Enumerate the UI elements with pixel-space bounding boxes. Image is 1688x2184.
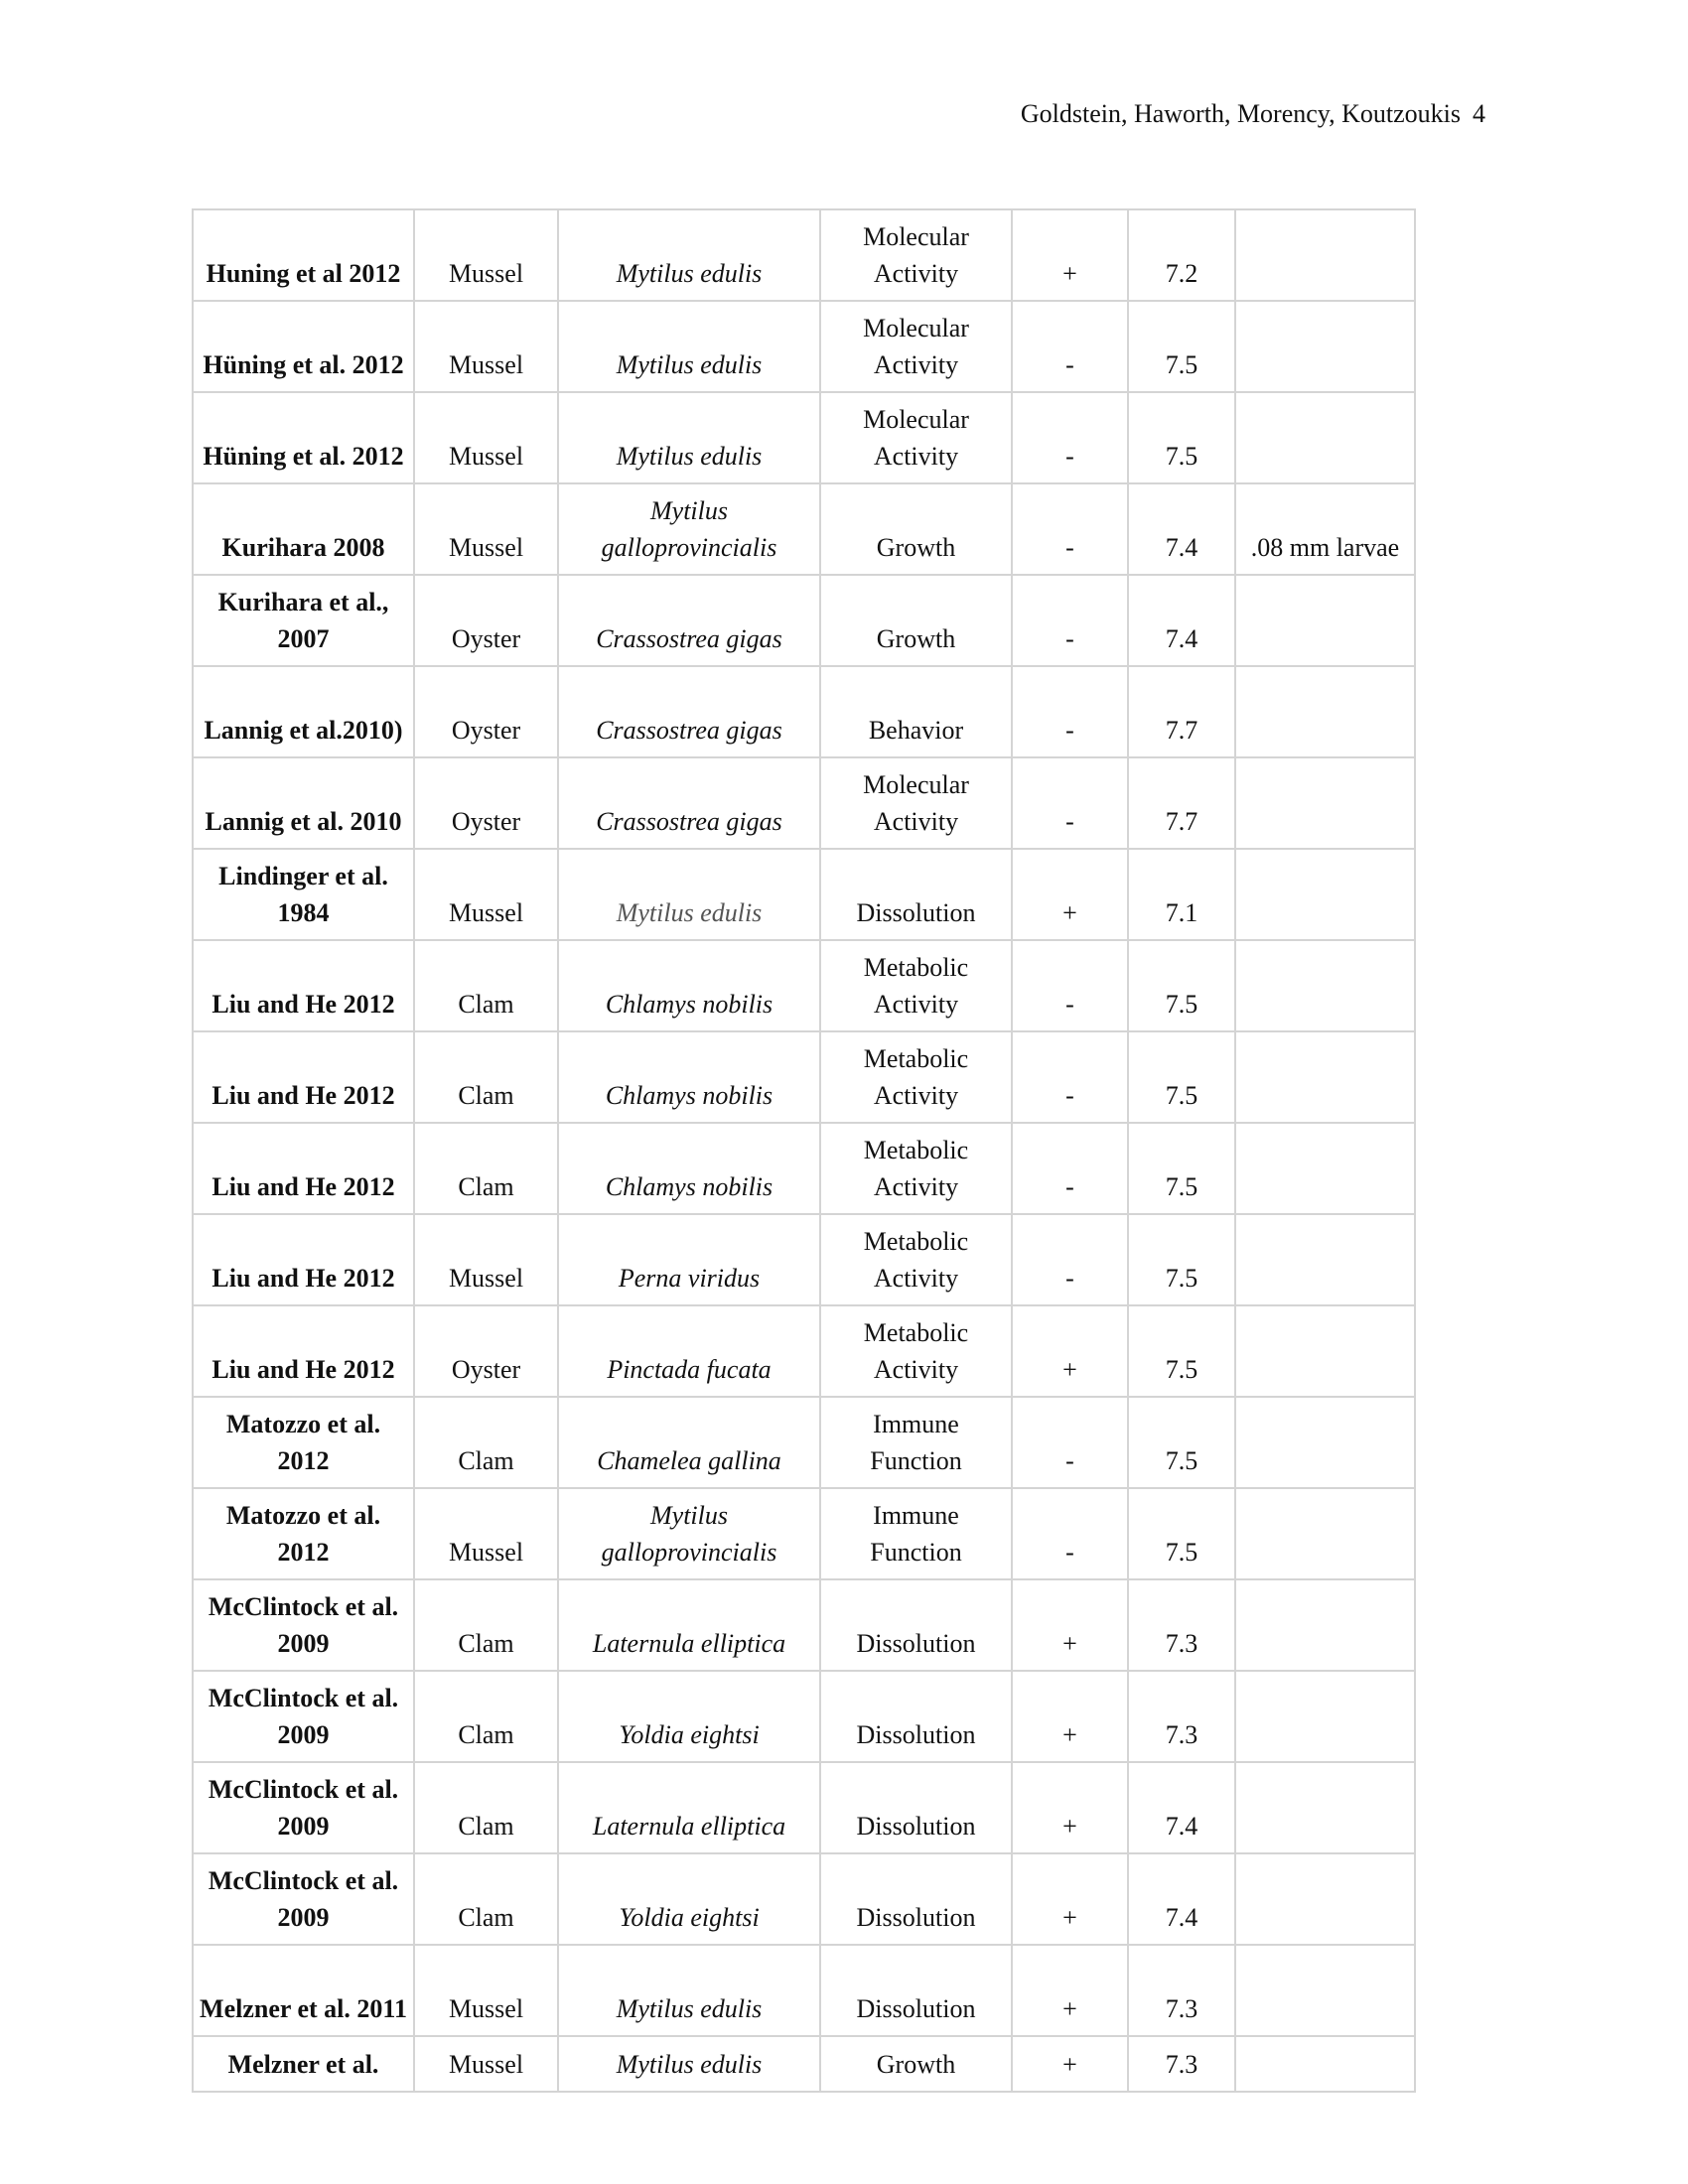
table-row <box>193 209 1415 301</box>
table-body <box>193 209 1415 2092</box>
organism-cell: Oyster <box>414 666 558 757</box>
notes-cell <box>1235 2036 1415 2092</box>
study-cell: Huning et al 2012 <box>193 209 414 301</box>
study-cell: Hüning et al. 2012 <box>193 392 414 483</box>
ph-cell: 7.3 <box>1128 1671 1235 1762</box>
response-cell: Molecular Activity <box>820 209 1012 301</box>
table-row <box>193 666 1415 757</box>
study-cell: McClintock et al. 2009 <box>193 1671 414 1762</box>
ph-cell: 7.3 <box>1128 2036 1235 2092</box>
study-cell: Melzner et al. <box>193 2036 414 2092</box>
species-cell: Chlamys nobilis <box>558 1123 820 1214</box>
response-cell: Dissolution <box>820 1945 1012 2036</box>
species-cell: Yoldia eightsi <box>558 1671 820 1762</box>
effect-cell: + <box>1012 209 1128 301</box>
table-row <box>193 1305 1415 1397</box>
organism-cell: Mussel <box>414 1214 558 1305</box>
response-cell: Growth <box>820 575 1012 666</box>
effect-cell: + <box>1012 1762 1128 1853</box>
table-row <box>193 2036 1415 2092</box>
notes-cell <box>1235 1305 1415 1397</box>
notes-cell <box>1235 1397 1415 1488</box>
study-cell: Liu and He 2012 <box>193 1031 414 1123</box>
ph-cell: 7.3 <box>1128 1579 1235 1671</box>
effect-cell: + <box>1012 1671 1128 1762</box>
species-cell: Chlamys nobilis <box>558 940 820 1031</box>
organism-cell: Clam <box>414 1397 558 1488</box>
response-cell: Metabolic Activity <box>820 1214 1012 1305</box>
response-cell: Metabolic Activity <box>820 1123 1012 1214</box>
ph-cell: 7.5 <box>1128 1397 1235 1488</box>
study-cell: Liu and He 2012 <box>193 1305 414 1397</box>
study-cell: Matozzo et al. 2012 <box>193 1397 414 1488</box>
effect-cell: - <box>1012 301 1128 392</box>
table-row <box>193 575 1415 666</box>
notes-cell <box>1235 209 1415 301</box>
organism-cell: Clam <box>414 1579 558 1671</box>
effect-cell: - <box>1012 666 1128 757</box>
organism-cell: Oyster <box>414 757 558 849</box>
organism-cell: Mussel <box>414 392 558 483</box>
species-cell: Mytilus edulis <box>558 1945 820 2036</box>
effect-cell: + <box>1012 849 1128 940</box>
table-row <box>193 1123 1415 1214</box>
table-row <box>193 1579 1415 1671</box>
response-cell: Metabolic Activity <box>820 1305 1012 1397</box>
effect-cell: - <box>1012 1488 1128 1579</box>
author-names: Goldstein, Haworth, Morency, Koutzoukis <box>1020 99 1461 128</box>
species-cell: Mytilus galloprovincialis <box>558 1488 820 1579</box>
ph-cell: 7.7 <box>1128 757 1235 849</box>
response-cell: Molecular Activity <box>820 301 1012 392</box>
organism-cell: Oyster <box>414 575 558 666</box>
organism-cell: Oyster <box>414 1305 558 1397</box>
study-cell: Kurihara 2008 <box>193 483 414 575</box>
table-row <box>193 301 1415 392</box>
table-row <box>193 1031 1415 1123</box>
effect-cell: + <box>1012 2036 1128 2092</box>
species-cell: Yoldia eightsi <box>558 1853 820 1945</box>
species-cell: Chamelea gallina <box>558 1397 820 1488</box>
organism-cell: Mussel <box>414 1488 558 1579</box>
organism-cell: Clam <box>414 1123 558 1214</box>
study-cell: Lannig et al.2010) <box>193 666 414 757</box>
table-row <box>193 757 1415 849</box>
response-cell: Growth <box>820 2036 1012 2092</box>
response-cell: Metabolic Activity <box>820 1031 1012 1123</box>
species-cell: Mytilus edulis <box>558 392 820 483</box>
ph-cell: 7.5 <box>1128 1123 1235 1214</box>
organism-cell: Mussel <box>414 483 558 575</box>
ph-cell: 7.1 <box>1128 849 1235 940</box>
notes-cell <box>1235 1945 1415 2036</box>
effect-cell: + <box>1012 1853 1128 1945</box>
organism-cell: Clam <box>414 1671 558 1762</box>
notes-cell <box>1235 940 1415 1031</box>
organism-cell: Mussel <box>414 1945 558 2036</box>
study-cell: Matozzo et al. 2012 <box>193 1488 414 1579</box>
notes-cell <box>1235 1853 1415 1945</box>
effect-cell: - <box>1012 1214 1128 1305</box>
study-cell: Melzner et al. 2011 <box>193 1945 414 2036</box>
notes-cell <box>1235 666 1415 757</box>
response-cell: Molecular Activity <box>820 392 1012 483</box>
species-cell: Laternula elliptica <box>558 1762 820 1853</box>
notes-cell: .08 mm larvae <box>1235 483 1415 575</box>
study-cell: McClintock et al. 2009 <box>193 1853 414 1945</box>
response-cell: Dissolution <box>820 1671 1012 1762</box>
species-cell: Chlamys nobilis <box>558 1031 820 1123</box>
results-table <box>192 208 1416 2093</box>
notes-cell <box>1235 301 1415 392</box>
running-head <box>1021 99 1485 129</box>
response-cell: Immune Function <box>820 1397 1012 1488</box>
notes-cell <box>1235 1762 1415 1853</box>
organism-cell: Clam <box>414 940 558 1031</box>
table-row <box>193 392 1415 483</box>
notes-cell <box>1235 849 1415 940</box>
study-cell: Liu and He 2012 <box>193 940 414 1031</box>
table-row <box>193 940 1415 1031</box>
effect-cell: - <box>1012 757 1128 849</box>
notes-cell <box>1235 1214 1415 1305</box>
study-cell: Lindinger et al. 1984 <box>193 849 414 940</box>
organism-cell: Mussel <box>414 209 558 301</box>
ph-cell: 7.4 <box>1128 483 1235 575</box>
ph-cell: 7.5 <box>1128 1305 1235 1397</box>
effect-cell: - <box>1012 1031 1128 1123</box>
species-cell: Mytilus edulis <box>558 209 820 301</box>
study-cell: McClintock et al. 2009 <box>193 1579 414 1671</box>
table-row <box>193 1488 1415 1579</box>
effect-cell: - <box>1012 575 1128 666</box>
response-cell: Dissolution <box>820 1853 1012 1945</box>
effect-cell: + <box>1012 1945 1128 2036</box>
table-row <box>193 849 1415 940</box>
effect-cell: + <box>1012 1579 1128 1671</box>
table-row <box>193 1945 1415 2036</box>
study-cell: Liu and He 2012 <box>193 1123 414 1214</box>
organism-cell: Clam <box>414 1853 558 1945</box>
species-cell: Mytilus galloprovincialis <box>558 483 820 575</box>
table-row <box>193 1762 1415 1853</box>
response-cell: Dissolution <box>820 1762 1012 1853</box>
species-cell: Mytilus edulis <box>558 2036 820 2092</box>
response-cell: Immune Function <box>820 1488 1012 1579</box>
response-cell: Dissolution <box>820 1579 1012 1671</box>
ph-cell: 7.5 <box>1128 392 1235 483</box>
organism-cell: Mussel <box>414 849 558 940</box>
study-cell: Liu and He 2012 <box>193 1214 414 1305</box>
response-cell: Metabolic Activity <box>820 940 1012 1031</box>
species-cell: Laternula elliptica <box>558 1579 820 1671</box>
study-cell: Kurihara et al., 2007 <box>193 575 414 666</box>
notes-cell <box>1235 1031 1415 1123</box>
species-cell: Pinctada fucata <box>558 1305 820 1397</box>
organism-cell: Mussel <box>414 2036 558 2092</box>
species-cell: Crassostrea gigas <box>558 666 820 757</box>
notes-cell <box>1235 392 1415 483</box>
ph-cell: 7.5 <box>1128 1214 1235 1305</box>
notes-cell <box>1235 575 1415 666</box>
notes-cell <box>1235 1671 1415 1762</box>
study-cell: Hüning et al. 2012 <box>193 301 414 392</box>
effect-cell: + <box>1012 1305 1128 1397</box>
species-cell: Perna viridus <box>558 1214 820 1305</box>
ph-cell: 7.5 <box>1128 1488 1235 1579</box>
species-cell: Mytilus edulis <box>558 301 820 392</box>
table-row <box>193 1214 1415 1305</box>
effect-cell: - <box>1012 392 1128 483</box>
ph-cell: 7.4 <box>1128 575 1235 666</box>
response-cell: Growth <box>820 483 1012 575</box>
ph-cell: 7.7 <box>1128 666 1235 757</box>
ph-cell: 7.3 <box>1128 1945 1235 2036</box>
organism-cell: Mussel <box>414 301 558 392</box>
page-number: 4 <box>1473 99 1485 128</box>
effect-cell: - <box>1012 1397 1128 1488</box>
table-row <box>193 1397 1415 1488</box>
notes-cell <box>1235 1579 1415 1671</box>
ph-cell: 7.5 <box>1128 301 1235 392</box>
ph-cell: 7.5 <box>1128 1031 1235 1123</box>
ph-cell: 7.4 <box>1128 1762 1235 1853</box>
species-cell: Mytilus edulis <box>558 849 820 940</box>
notes-cell <box>1235 1123 1415 1214</box>
study-cell: Lannig et al. 2010 <box>193 757 414 849</box>
ph-cell: 7.2 <box>1128 209 1235 301</box>
species-cell: Crassostrea gigas <box>558 757 820 849</box>
notes-cell <box>1235 1488 1415 1579</box>
effect-cell: - <box>1012 1123 1128 1214</box>
response-cell: Dissolution <box>820 849 1012 940</box>
response-cell: Molecular Activity <box>820 757 1012 849</box>
organism-cell: Clam <box>414 1031 558 1123</box>
table-row <box>193 1853 1415 1945</box>
study-cell: McClintock et al. 2009 <box>193 1762 414 1853</box>
table-row <box>193 1671 1415 1762</box>
effect-cell: - <box>1012 483 1128 575</box>
species-cell: Crassostrea gigas <box>558 575 820 666</box>
effect-cell: - <box>1012 940 1128 1031</box>
table-row <box>193 483 1415 575</box>
ph-cell: 7.5 <box>1128 940 1235 1031</box>
organism-cell: Clam <box>414 1762 558 1853</box>
notes-cell <box>1235 757 1415 849</box>
ph-cell: 7.4 <box>1128 1853 1235 1945</box>
response-cell: Behavior <box>820 666 1012 757</box>
